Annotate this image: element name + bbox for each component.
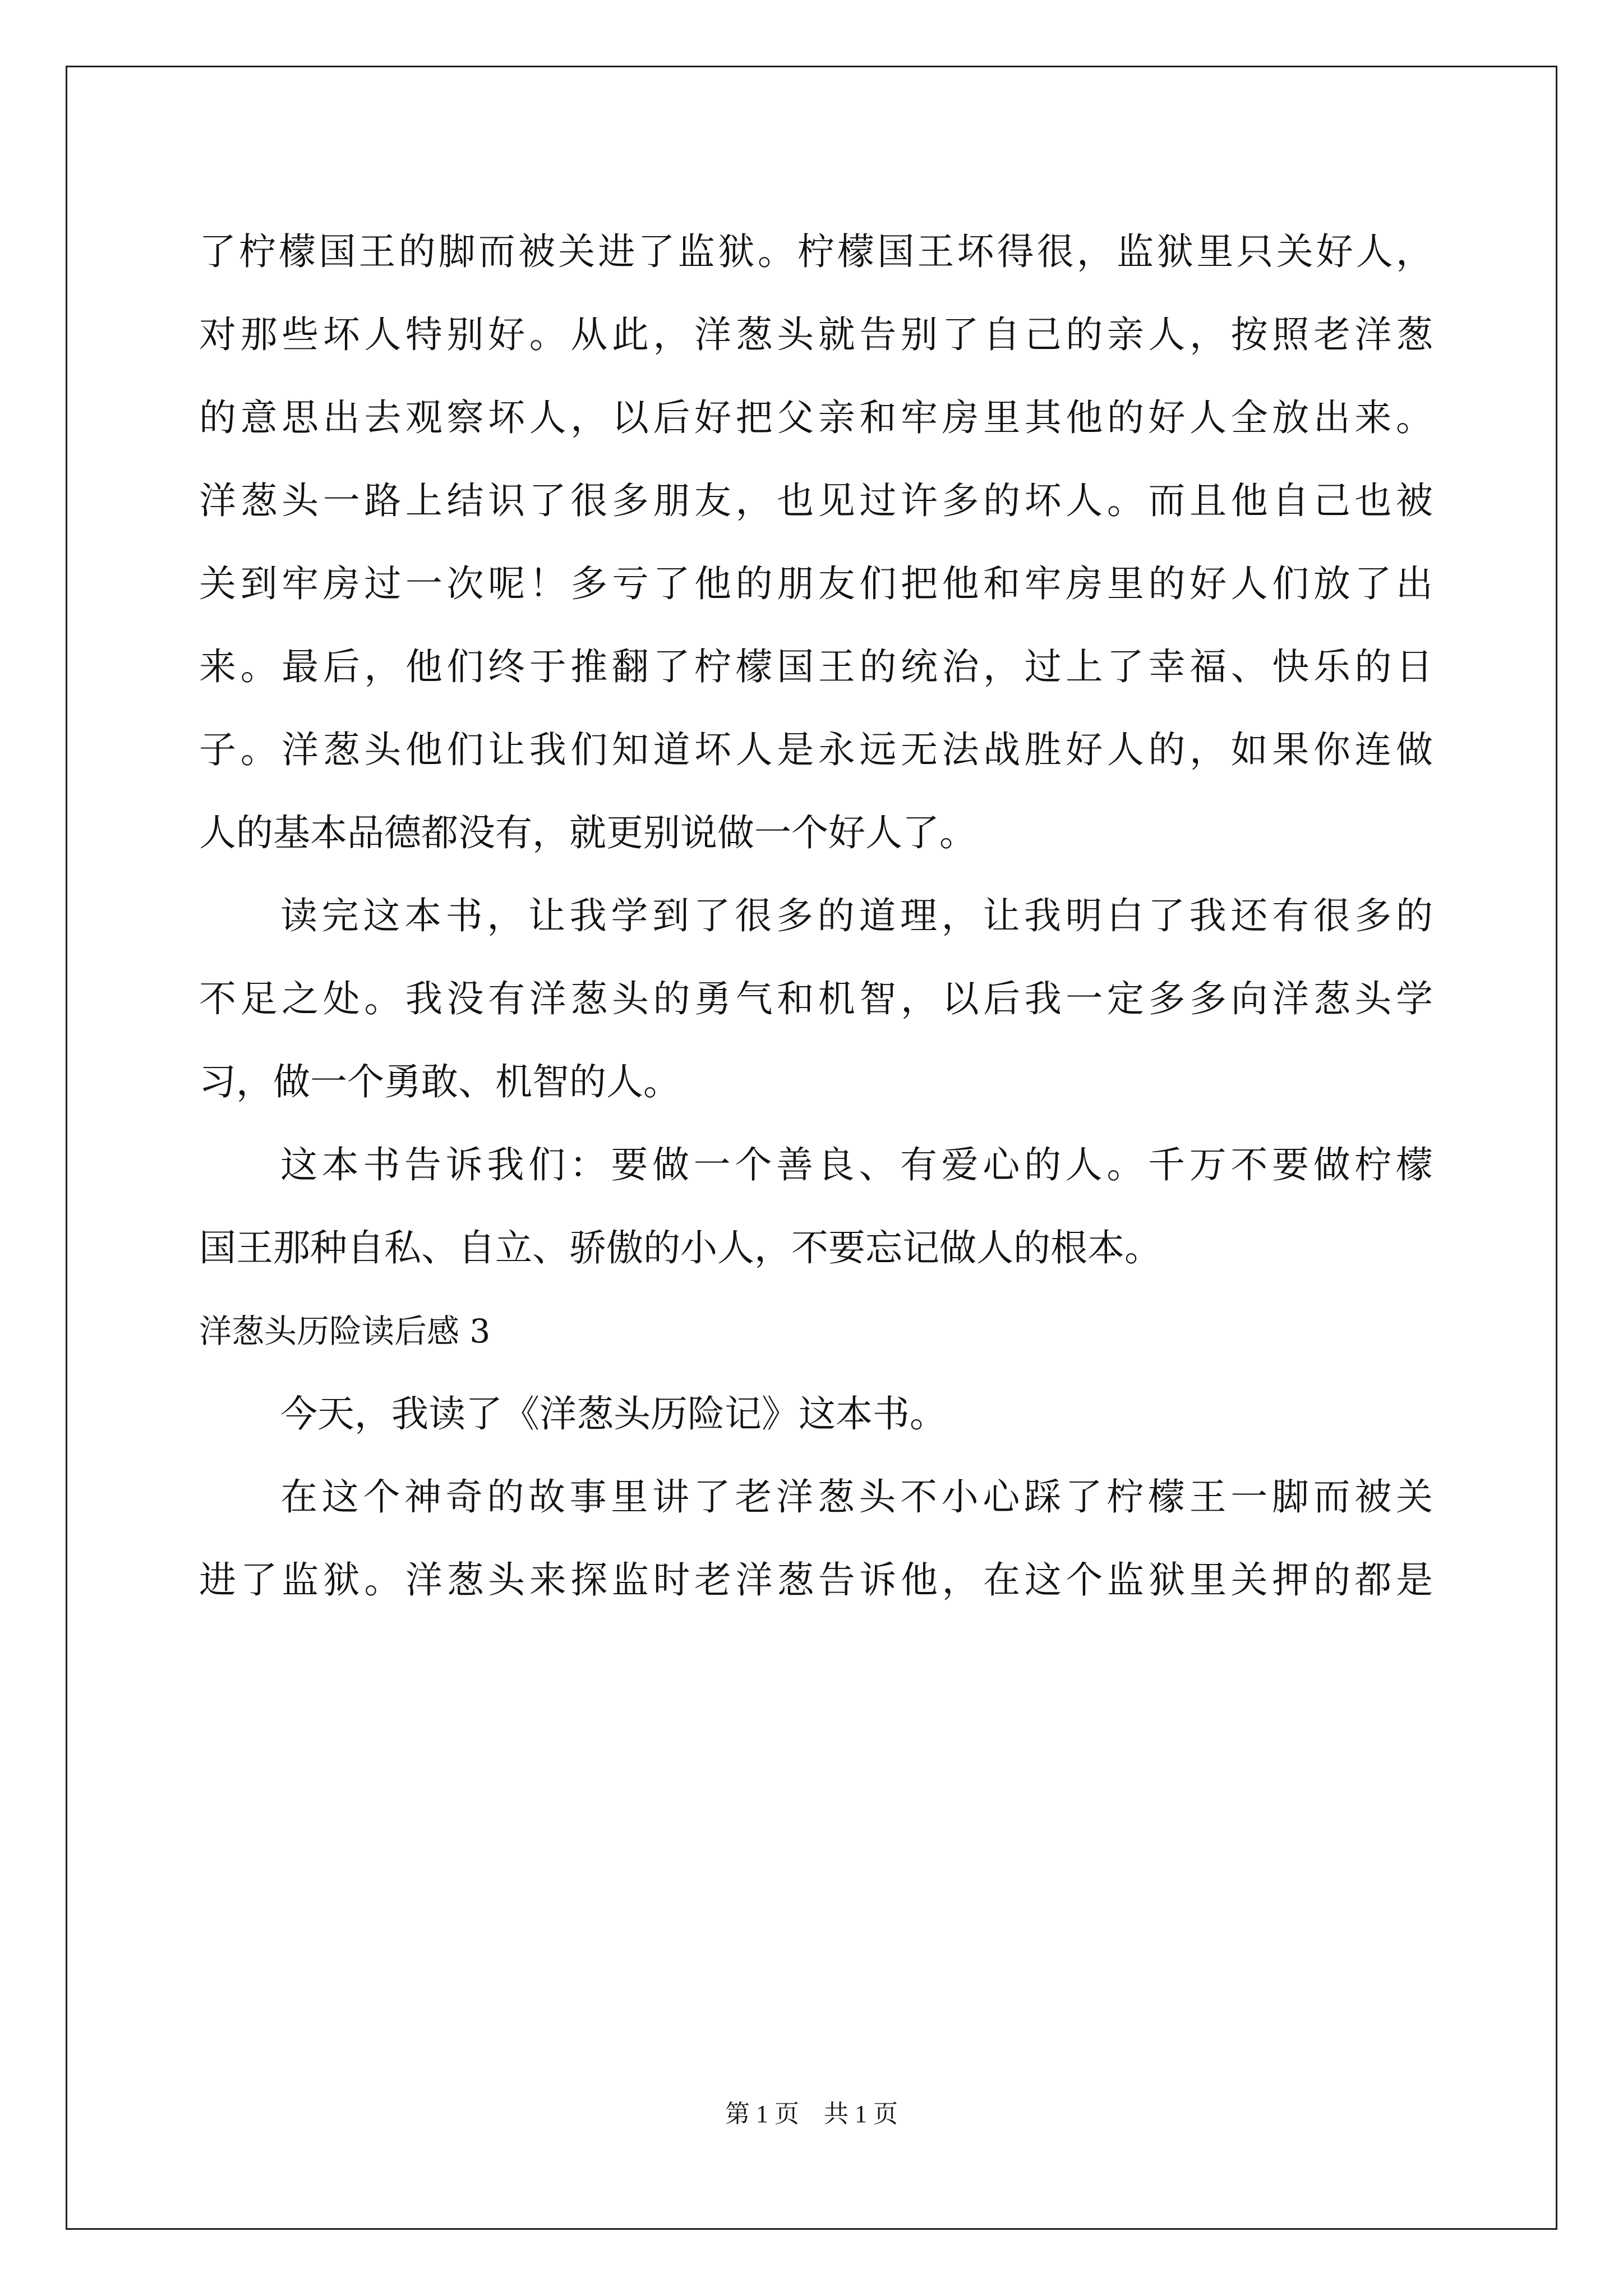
document-body: [199, 210, 1433, 1622]
text-line: 在这个神奇的故事里讲了老洋葱头不小心踩了柠檬王一脚而被关: [280, 1475, 1433, 1519]
paragraph-block: [199, 210, 1433, 1290]
text-line: 子。洋葱头他们让我们知道坏人是永远无法战胜好人的，如果你连做: [199, 728, 1433, 771]
text-line: 进了监狱。洋葱头来探监时老洋葱告诉他，在这个监狱里关押的都是: [199, 1558, 1433, 1602]
text-line: 来。最后，他们终于推翻了柠檬国王的统治，过上了幸福、快乐的日: [199, 645, 1433, 688]
text-line: 洋葱头一路上结识了很多朋友，也见过许多的坏人。而且他自己也被: [199, 479, 1433, 522]
text-line: 对那些坏人特别好。从此，洋葱头就告别了自己的亲人，按照老洋葱: [199, 313, 1433, 356]
text-line: 关到牢房过一次呢！多亏了他的朋友们把他和牢房里的好人们放了出: [199, 562, 1433, 605]
text-line: 读完这本书，让我学到了很多的道理，让我明白了我还有很多的: [280, 894, 1433, 937]
text-line: 国王那种自私、自立、骄傲的小人，不要忘记做人的根本。: [199, 1226, 1161, 1269]
text-line: 习，做一个勇敢、机智的人。: [199, 1060, 680, 1103]
text-line: 今天，我读了《洋葱头历险记》这本书。: [280, 1392, 947, 1435]
text-line: 不足之处。我没有洋葱头的勇气和机智，以后我一定多多向洋葱头学: [199, 977, 1433, 1020]
text-line: 这本书告诉我们：要做一个善良、有爱心的人。千万不要做柠檬: [280, 1143, 1433, 1186]
text-line: 的意思出去观察坏人，以后好把父亲和牢房里其他的好人全放出来。: [199, 396, 1433, 439]
paragraph-block: [199, 1373, 1433, 1622]
text-line: 人的基本品德都没有，就更别说做一个好人了。: [199, 811, 976, 854]
page-footer: 第 1 页 共 1 页: [725, 2100, 898, 2128]
section-heading: 洋葱头历险读后感 3: [199, 1312, 491, 1350]
text-line: 了柠檬国王的脚而被关进了监狱。柠檬国王坏得很，监狱里只关好人，: [199, 230, 1433, 273]
